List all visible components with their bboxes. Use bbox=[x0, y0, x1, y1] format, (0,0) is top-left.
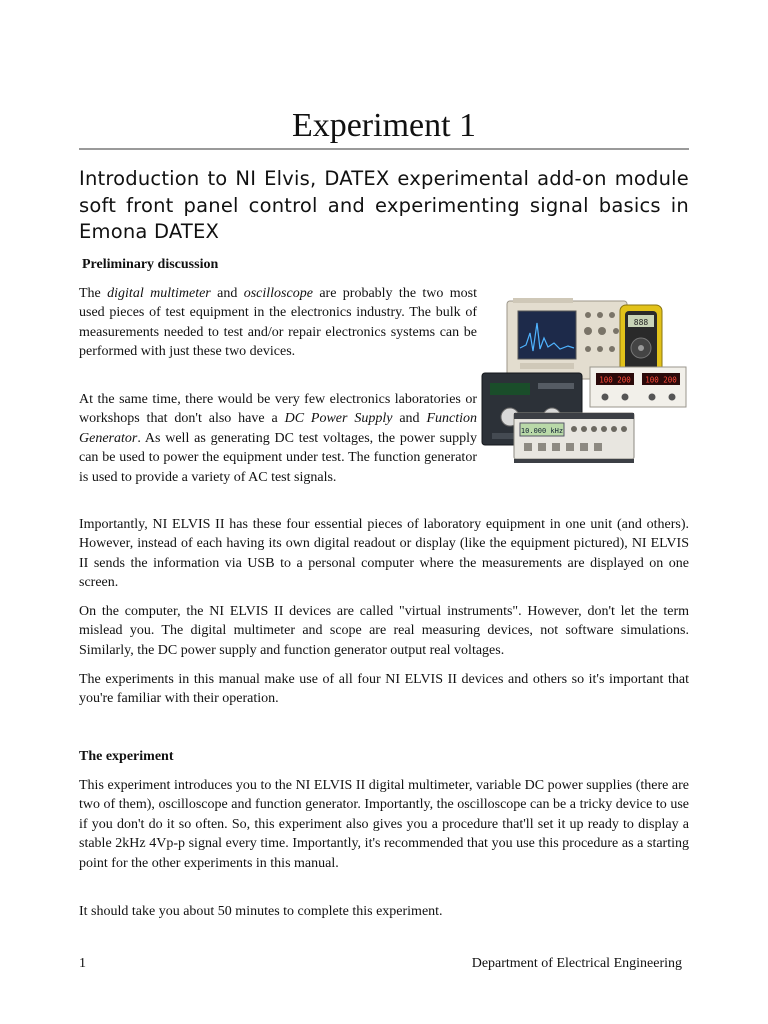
text-run: . As well as generating DC test voltages, the power supply can be used to power the equipment under test. The function generator is used to provide a variety of AC test signals. bbox=[79, 430, 477, 485]
footer-department: Department of Electrical Engineering bbox=[471, 956, 682, 971]
emphasis-oscilloscope: oscilloscope bbox=[243, 286, 313, 301]
text-run: and bbox=[392, 411, 427, 427]
preliminary-paragraph-3: Importantly, NI ELVIS II has these four essential pieces of laboratory equipment in one unit (and others). However, instead of each having its own digital readout or display (like the equipment pictured), NI ELVIS II sends the information via USB to a personal computer where the measurements are displayed on one screen. bbox=[79, 517, 689, 591]
experiment-paragraph-2: It should take you about 50 minutes to complete this experiment. bbox=[79, 904, 443, 919]
supply-left-display-text: 100 200 bbox=[599, 375, 631, 385]
text-run: At the same time, there would be very few electronics laboratories or workshops that don't also have a bbox=[79, 392, 477, 427]
preliminary-paragraph-5: The experiments in this manual make use of all four NI ELVIS II devices and others so it's important that you're familiar with their operation. bbox=[79, 672, 689, 707]
emphasis-digital-multimeter: digital multimeter bbox=[107, 286, 211, 301]
title-rule bbox=[79, 148, 689, 150]
generator-display-text: 10.000 kHz bbox=[520, 427, 564, 435]
test-equipment-photo bbox=[480, 293, 690, 468]
experiment-heading: The experiment bbox=[79, 749, 174, 764]
document-title: Experiment 1 bbox=[291, 107, 477, 144]
text-run: and bbox=[210, 286, 244, 301]
emphasis-dc-power-supply: DC Power Supply bbox=[284, 411, 393, 427]
multimeter-image bbox=[620, 305, 662, 375]
page-number: 1 bbox=[79, 956, 86, 971]
supply-right-display-text: 100 200 bbox=[645, 375, 677, 385]
preliminary-paragraph-4: On the computer, the NI ELVIS II devices are called "virtual instruments". However, don't let the term mislead you. The digital multimeter and scope are real measuring devices, not software simulations. Similarly, the DC power supply and function generator output real voltages. bbox=[79, 604, 689, 658]
preliminary-heading: Preliminary discussion bbox=[82, 257, 219, 272]
emphasis-function-generator: Function Generator bbox=[79, 411, 477, 446]
preliminary-paragraph-1 bbox=[79, 284, 477, 362]
multimeter-display-text: 888 bbox=[633, 318, 649, 327]
function-generator-image bbox=[514, 413, 634, 463]
text-run: The bbox=[79, 286, 108, 301]
experiment-paragraph-1: This experiment introduces you to the NI ELVIS II digital multimeter, variable DC power supplies (there are two of them), oscilloscope and function generator. Importantly, the oscilloscope can be a tricky device to use if you don't do it so often. So, this experiment also gives you a procedure that'll set it up ready to display a stable 2kHz 4Vp-p signal every time. Importantly, it's recommended that you use this procedure as a starting point for the other experiments in this manual. bbox=[79, 778, 689, 871]
text-run: are probably the two most used pieces of test equipment in the electronics industry. The bulk of measurements needed to test and/or repair electronics systems can be performed with just these two devices. bbox=[79, 286, 478, 360]
power-supply-image bbox=[590, 367, 686, 407]
document-subtitle: Introduction to NI Elvis, DATEX experimental add-on module soft front panel control and experimenting signal basics in Emona DATEX bbox=[79, 167, 689, 243]
preliminary-paragraph-2 bbox=[79, 390, 477, 487]
